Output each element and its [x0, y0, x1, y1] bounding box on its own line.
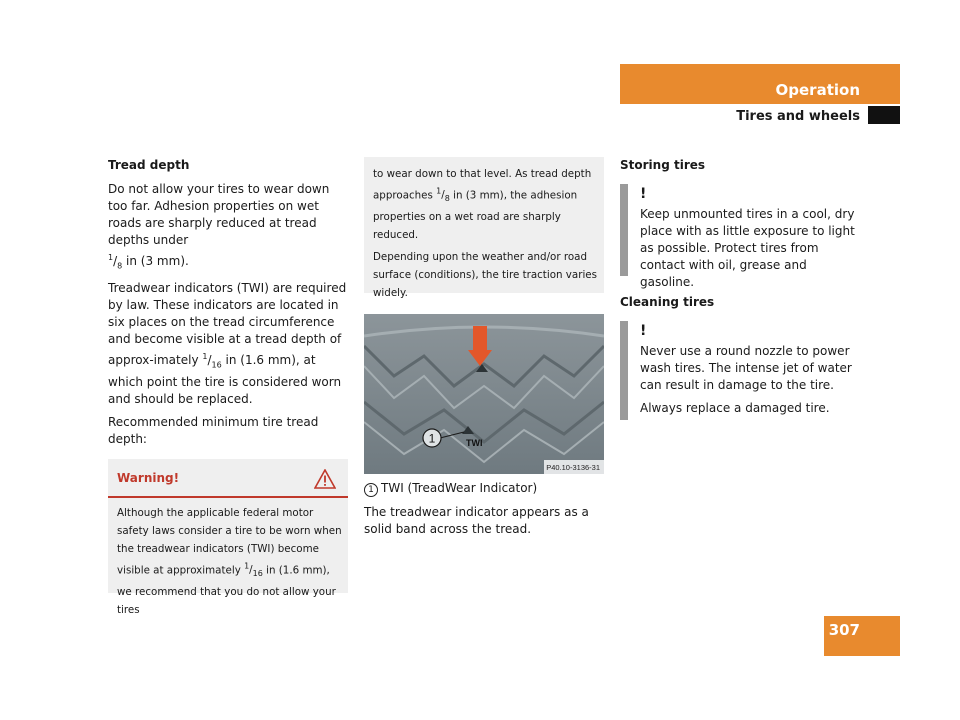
warning-title: Warning!: [117, 471, 180, 485]
warning-divider: [108, 496, 348, 498]
page-number: 307: [828, 621, 860, 639]
exclamation-icon: !: [640, 323, 647, 339]
note-bar: [620, 321, 628, 420]
cleaning-note: [620, 321, 860, 420]
storing-heading-wrap: [620, 157, 860, 181]
header-tab-marker: [868, 106, 900, 124]
figure-twi-label: TWI: [466, 438, 483, 448]
paragraph-recommended: Recommended minimum tire tread depth:: [108, 414, 319, 446]
note-bar: [620, 184, 628, 276]
warning-box: [108, 459, 348, 617]
cleaning-tires-heading: Cleaning tires: [620, 295, 715, 309]
exclamation-icon: !: [640, 186, 647, 202]
figure-caption: [364, 480, 604, 538]
warning-continuation-box: [364, 157, 604, 300]
figure-callout-number: 1: [428, 431, 436, 446]
subsection-title: Tires and wheels: [736, 109, 860, 124]
section-title: Operation: [775, 81, 860, 99]
continuation-paragraph-1: to wear down to that level. As tread depth approaches $^1/_8$ in (3 mm), the adhesion properties on a wet road are sharply reduced.: [373, 168, 592, 242]
fraction: $^1/_{16}$: [202, 352, 222, 370]
warning-text: Although the applicable federal motor safety laws consider a tire to be worn when the treadwear indicators (TWI) become visible at approximately $^1/_{16}$ in (1.6 mm), we recommend that you do not allow your tires: [117, 507, 342, 617]
cleaning-note-text: Never use a round nozzle to power wash tires. The intense jet of water can result in damage to the tire. Always replace a damaged tire.: [640, 344, 852, 415]
storing-note: [620, 184, 860, 289]
cleaning-heading-wrap: [620, 294, 860, 318]
paragraph-tread-wear: Do not allow your tires to wear down too far. Adhesion properties on wet roads are sharply reduced at tread depths under $^1/_8$ in (3 mm).: [108, 182, 330, 271]
figure-code: P40.10-3136-31: [546, 463, 600, 472]
continuation-paragraph-2: Depending upon the weather and/or road surface (conditions), the tire traction varies widely.: [373, 251, 598, 300]
caption-paragraph: The treadwear indicator appears as a solid band across the tread.: [364, 505, 589, 536]
warning-triangle-icon: [314, 469, 336, 489]
storing-tires-heading: Storing tires: [620, 158, 706, 172]
storing-note-text: Keep unmounted tires in a cool, dry place with as little exposure to light as possible. Protect tires from contact with oil, grease and gasoline.: [640, 207, 855, 289]
fraction: $^1/_8$: [108, 253, 123, 271]
paragraph-twi: Treadwear indicators (TWI) are required by law. These indicators are located in six places on the tread circumference and become visible at a tread depth of approx-imately $^1/_{16}$ in (1.6 mm), at which point the tire is considered worn and should be replaced.: [108, 281, 347, 406]
tread-depth-heading: Tread depth: [108, 158, 190, 172]
caption-number-icon: 1: [364, 483, 378, 497]
tire-tread-figure: [364, 314, 604, 474]
caption-text: TWI (TreadWear Indicator): [381, 481, 538, 495]
